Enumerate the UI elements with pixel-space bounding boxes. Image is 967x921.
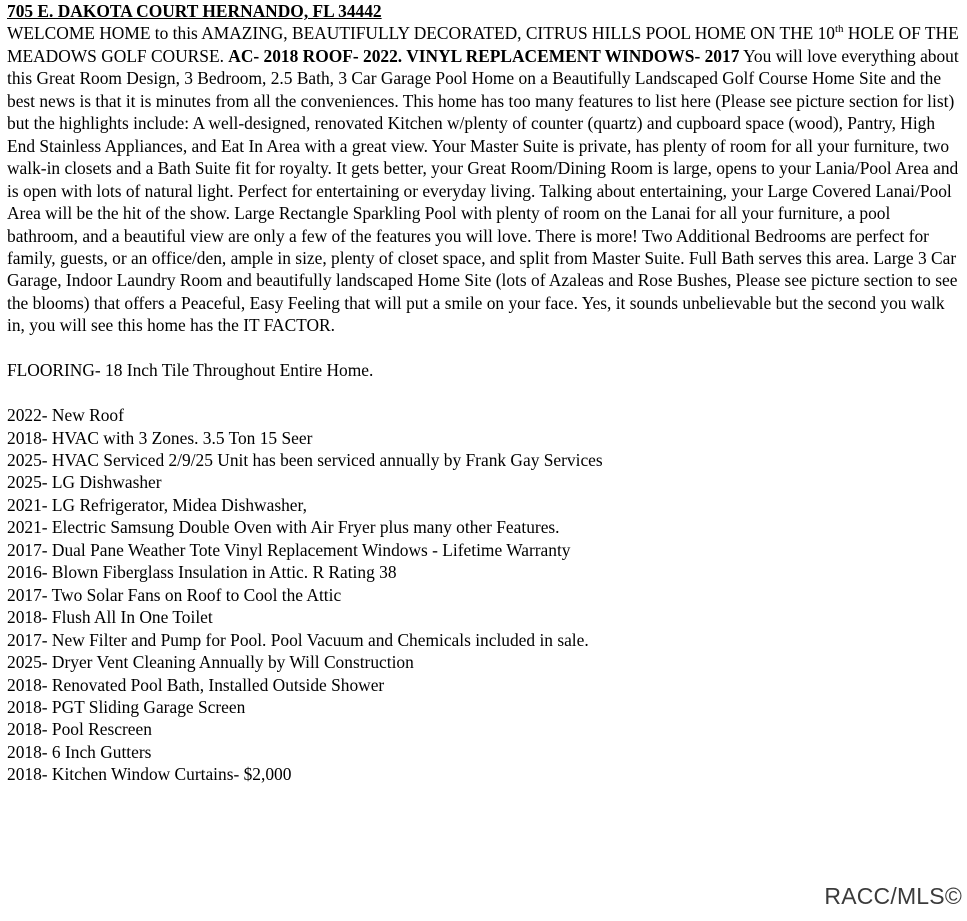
update-item: 2025- LG Dishwasher <box>7 472 162 493</box>
intro-text-continued: HOLE OF THE MEADOWS GOLF COURSE. <box>7 23 959 66</box>
listing-document <box>7 0 962 786</box>
update-item: 2021- LG Refrigerator, Midea Dishwasher, <box>7 494 307 515</box>
property-address: 705 E. DAKOTA COURT HERNANDO, FL 34442 <box>7 1 382 21</box>
description-text: You will love everything about this Great Room Design, 3 Bedroom, 2.5 Bath, 3 Car Garage Pool Home on a Beautifully Landscaped Golf Course Home Site and the best news is that it is minutes from all the conveniences. This home has too many features to list here (Please see picture section for list) but the highlights include: A well-designed, renovated Kitchen w/plenty of counter (quartz) and cupboard space (wood), Pantry, High End Stainless Appliances, and Eat In Area with a great view. Your Master Suite is private, has plenty of room for all your furniture, two walk-in closets and a Bath Suite fit for royalty. It gets better, your Great Room/Dining Room is large, opens to your Lania/Pool Area and is open with lots of natural light. Perfect for entertaining or everyday living. Talking about entertaining, your Large Covered Lanai/Pool Area will be the hit of the show. Large Rectangle Sparkling Pool with plenty of room on the Lanai for all your furniture, a pool bathroom, and a beautiful view are only a few of the features you will love. There is more! Two Additional Bedrooms are perfect for family, guests, or an office/den, ample in size, plenty of closet space, and split from Master Suite. Full Bath serves this area. Large 3 Car Garage, Indoor Laundry Room and beautifully landscaped Home Site (lots of Azaleas and Rose Bushes, Please see picture section to see the blooms) that offers a Peaceful, Easy Feeling that will put a smile on your face. Yes, it sounds unbelievable but the second you walk in, you will see this home has the IT FACTOR. <box>7 45 959 336</box>
intro-text: WELCOME HOME to this AMAZING, BEAUTIFULLY DECORATED, CITRUS HILLS POOL HOME ON THE 10 <box>7 23 835 44</box>
update-item: 2016- Blown Fiberglass Insulation in Attic. R Rating 38 <box>7 562 397 583</box>
update-item: 2017- Two Solar Fans on Roof to Cool the Attic <box>7 584 342 605</box>
bold-updates: AC- 2018 ROOF- 2022. VINYL REPLACEMENT WINDOWS- 2017 <box>228 45 740 66</box>
update-item: 2018- PGT Sliding Garage Screen <box>7 697 246 718</box>
update-item: 2018- 6 Inch Gutters <box>7 741 152 762</box>
update-item: 2018- Flush All In One Toilet <box>7 607 213 628</box>
property-description <box>7 22 962 336</box>
mls-watermark: RACC/MLS© <box>824 883 962 909</box>
update-item: 2018- HVAC with 3 Zones. 3.5 Ton 15 Seer <box>7 427 313 448</box>
update-item: 2022- New Roof <box>7 405 124 426</box>
blank-line <box>7 382 962 404</box>
update-item: 2018- Pool Rescreen <box>7 719 152 740</box>
flooring-line: FLOORING- 18 Inch Tile Throughout Entire Home. <box>7 360 374 381</box>
update-item: 2017- New Filter and Pump for Pool. Pool Vacuum and Chemicals included in sale. <box>7 629 589 650</box>
updates-list <box>7 404 962 786</box>
blank-line <box>7 337 962 359</box>
update-item: 2018- Renovated Pool Bath, Installed Outside Shower <box>7 674 385 695</box>
update-item: 2018- Kitchen Window Curtains- $2,000 <box>7 764 292 785</box>
update-item: 2025- Dryer Vent Cleaning Annually by Will Construction <box>7 652 414 673</box>
update-item: 2017- Dual Pane Weather Tote Vinyl Replacement Windows - Lifetime Warranty <box>7 539 571 560</box>
intro-superscript: th <box>835 23 844 36</box>
update-item: 2025- HVAC Serviced 2/9/25 Unit has been serviced annually by Frank Gay Services <box>7 450 603 471</box>
update-item: 2021- Electric Samsung Double Oven with Air Fryer plus many other Features. <box>7 517 560 538</box>
